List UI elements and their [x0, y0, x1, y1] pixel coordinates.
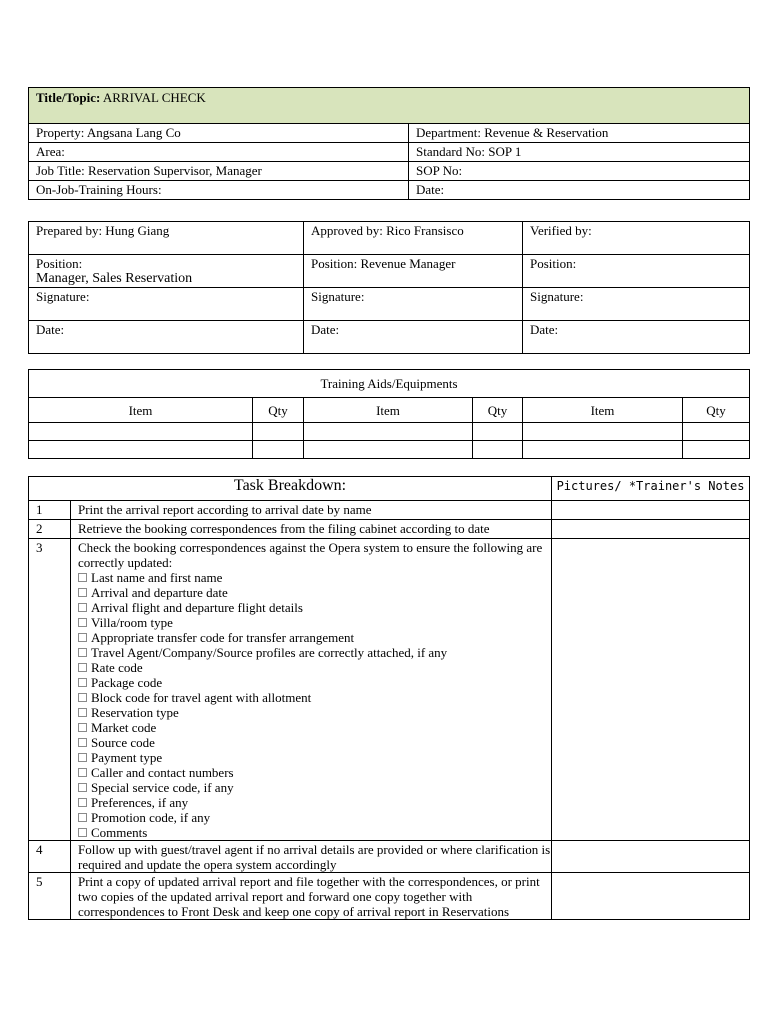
task-text: Retrieve the booking correspondences from the filing cabinet according to date: [71, 520, 552, 539]
task-number: 1: [29, 501, 71, 520]
task-number: 2: [29, 520, 71, 539]
checkbox-icon: [78, 753, 87, 762]
title-value: ARRIVAL CHECK: [102, 90, 206, 105]
task-notes: [552, 501, 750, 520]
checkbox-icon: [78, 828, 87, 837]
checklist-item: Reservation type: [78, 705, 551, 720]
aids-blank-row: [29, 423, 750, 441]
date-prepared-cell: Date:: [29, 321, 304, 354]
checklist-item: Promotion code, if any: [78, 810, 551, 825]
checklist-item: Arrival and departure date: [78, 585, 551, 600]
task-text: [71, 539, 552, 841]
qty-header: Qty: [683, 398, 750, 423]
item-header: Item: [29, 398, 253, 423]
position-approved-cell: Position: Revenue Manager: [304, 255, 523, 288]
position-verified-cell: Position:: [523, 255, 750, 288]
checkbox-icon: [78, 708, 87, 717]
checklist-item: Arrival flight and departure flight details: [78, 600, 551, 615]
item-header: Item: [304, 398, 473, 423]
qty-header: Qty: [473, 398, 523, 423]
checkbox-icon: [78, 678, 87, 687]
title-label: Title/Topic:: [36, 90, 101, 105]
checkbox-icon: [78, 663, 87, 672]
header-date-cell: Date:: [409, 181, 750, 200]
checklist-item: Payment type: [78, 750, 551, 765]
checkbox-icon: [78, 798, 87, 807]
checklist-item: Travel Agent/Company/Source profiles are correctly attached, if any: [78, 645, 551, 660]
task-notes: [552, 539, 750, 841]
job-title-cell: Job Title: Reservation Supervisor, Manager: [29, 162, 409, 181]
department-cell: Department: Revenue & Reservation: [409, 124, 750, 143]
table-row: [29, 501, 750, 520]
task-notes: [552, 841, 750, 873]
task-text: Print the arrival report according to arrival date by name: [71, 501, 552, 520]
checkbox-icon: [78, 783, 87, 792]
checkbox-icon: [78, 813, 87, 822]
aids-blank-row: [29, 441, 750, 459]
position-prepared-value: Manager, Sales Reservation: [36, 271, 193, 286]
checkbox-icon: [78, 738, 87, 747]
checkbox-icon: [78, 573, 87, 582]
approved-by-cell: Approved by: Rico Fransisco: [304, 222, 523, 255]
checklist-item: Villa/room type: [78, 615, 551, 630]
task-intro: Check the booking correspondences against the Opera system to ensure the following are correctly updated:: [78, 540, 543, 570]
signature-verified-cell: Signature:: [523, 288, 750, 321]
sop-no-cell: SOP No:: [409, 162, 750, 181]
task-number: 4: [29, 841, 71, 873]
task-number: 3: [29, 539, 71, 841]
signature-prepared-cell: Signature:: [29, 288, 304, 321]
checklist-item: Special service code, if any: [78, 780, 551, 795]
task-notes: [552, 520, 750, 539]
area-cell: Area:: [29, 143, 409, 162]
item-header: Item: [523, 398, 683, 423]
checklist-item: Block code for travel agent with allotment: [78, 690, 551, 705]
approval-table: [28, 221, 750, 354]
position-label: Position:: [36, 256, 83, 271]
table-row: [29, 841, 750, 873]
checkbox-icon: [78, 588, 87, 597]
checklist-item: Rate code: [78, 660, 551, 675]
signature-approved-cell: Signature:: [304, 288, 523, 321]
trainer-notes-header: Pictures/ *Trainer's Notes: [552, 477, 750, 501]
checkbox-icon: [78, 603, 87, 612]
prepared-by-cell: Prepared by: Hung Giang: [29, 222, 304, 255]
verified-by-cell: Verified by:: [523, 222, 750, 255]
table-row: [29, 539, 750, 841]
checklist-item: Package code: [78, 675, 551, 690]
task-number: 5: [29, 873, 71, 920]
task-notes: [552, 873, 750, 920]
checklist-item: Last name and first name: [78, 570, 551, 585]
date-approved-cell: Date:: [304, 321, 523, 354]
checklist-item: Market code: [78, 720, 551, 735]
standard-no-cell: Standard No: SOP 1: [409, 143, 750, 162]
position-prepared-cell: [29, 255, 304, 288]
checklist-item: Comments: [78, 825, 551, 840]
title-cell: [29, 88, 750, 124]
task-text: Follow up with guest/travel agent if no arrival details are provided or where clarification is required and update the opera system accordingly: [71, 841, 552, 873]
table-row: [29, 520, 750, 539]
training-aids-table: [28, 369, 750, 459]
checkbox-icon: [78, 633, 87, 642]
table-row: [29, 873, 750, 920]
date-verified-cell: Date:: [523, 321, 750, 354]
checkbox-icon: [78, 768, 87, 777]
checkbox-icon: [78, 618, 87, 627]
checkbox-icon: [78, 648, 87, 657]
checklist-item: Source code: [78, 735, 551, 750]
training-aids-title: Training Aids/Equipments: [29, 370, 750, 398]
checklist-item: Caller and contact numbers: [78, 765, 551, 780]
qty-header: Qty: [253, 398, 304, 423]
task-breakdown-table: [28, 476, 750, 920]
task-breakdown-header: Task Breakdown:: [29, 477, 552, 501]
checklist-item: Preferences, if any: [78, 795, 551, 810]
checkbox-icon: [78, 693, 87, 702]
ojt-hours-cell: On-Job-Training Hours:: [29, 181, 409, 200]
task-text: Print a copy of updated arrival report and file together with the correspondences, or print two copies of the updated arrival report and forward one copy together with correspondences to Front Desk and keep one copy of arrival report in Reservations: [71, 873, 552, 920]
sop-header-table: [28, 87, 750, 200]
checkbox-icon: [78, 723, 87, 732]
checklist-item: Appropriate transfer code for transfer arrangement: [78, 630, 551, 645]
property-cell: Property: Angsana Lang Co: [29, 124, 409, 143]
